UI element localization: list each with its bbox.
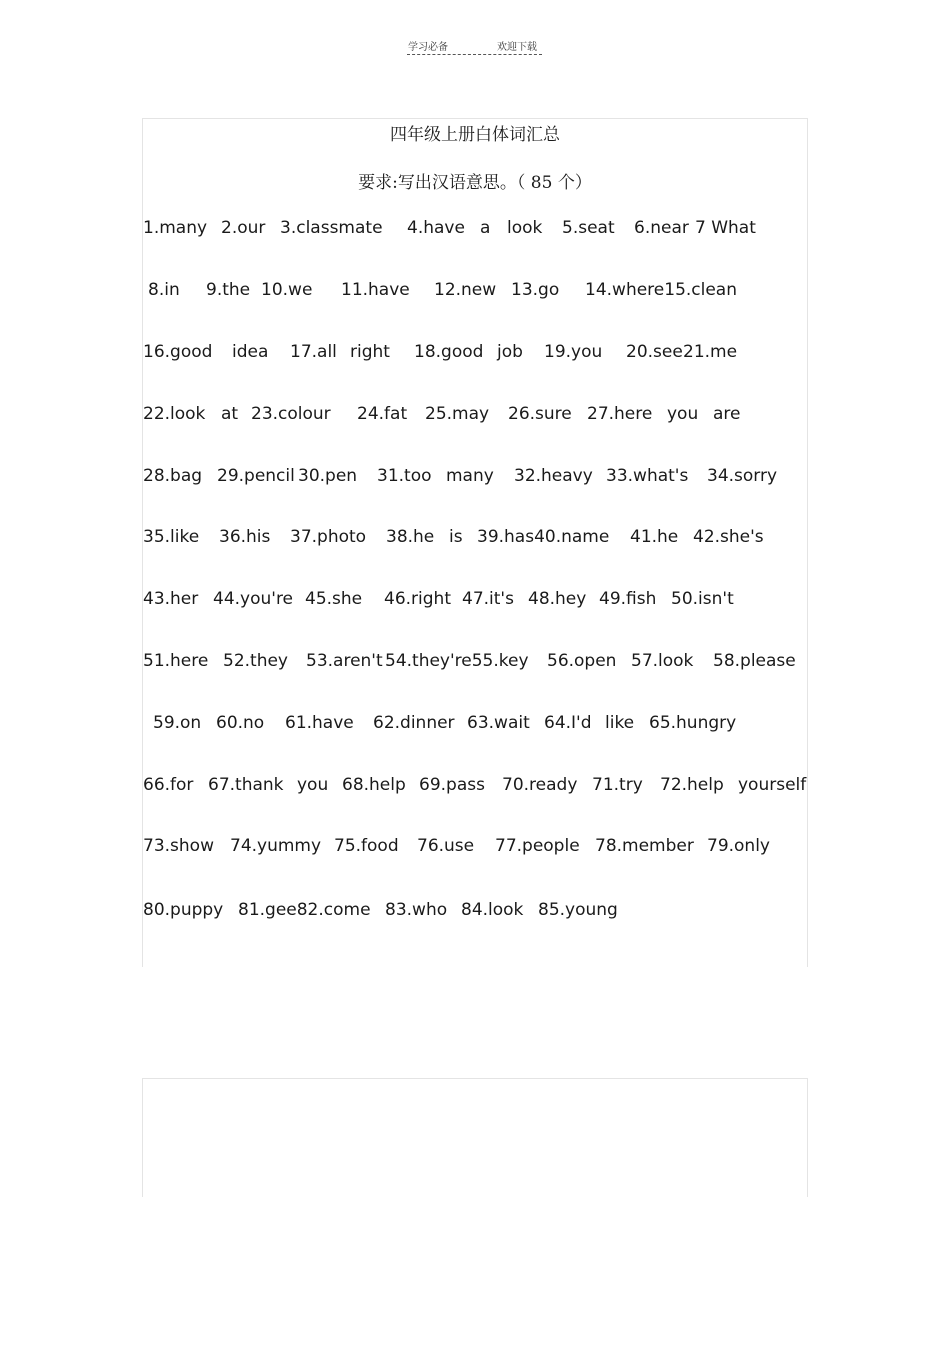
word-item: 44.you're [213, 589, 294, 609]
word-item: 32.heavy [514, 466, 593, 486]
word-item: 37.photo [290, 527, 367, 547]
word-item: many [446, 466, 494, 486]
word-item: 56.open [547, 651, 617, 671]
word-item: 42.she's [693, 527, 764, 547]
word-item: a [480, 218, 491, 238]
word-item: 81.gee82.come [238, 900, 371, 920]
word-item: 3.classmate [280, 218, 383, 238]
word-item: 80.puppy [143, 900, 224, 920]
word-item: 62.dinner [373, 713, 455, 733]
word-item: 9.the [206, 280, 251, 300]
word-item: 27.here [587, 404, 653, 424]
word-item: idea [232, 342, 269, 362]
word-item: 84.look [461, 900, 524, 920]
word-item: 28.bag [143, 466, 203, 486]
word-item: 41.he [630, 527, 679, 547]
document-instruction: 要求:写出汉语意思。（ 85 个） [358, 173, 592, 193]
word-item: at [221, 404, 239, 424]
word-item: 48.hey [528, 589, 587, 609]
word-item: 25.may [425, 404, 490, 424]
word-item: 19.you [544, 342, 603, 362]
word-item: is [449, 527, 463, 547]
word-item: 39.has40.name [477, 527, 610, 547]
word-item: 60.no [216, 713, 265, 733]
word-item: yourself [738, 775, 807, 795]
word-item: 14.where15.clean [585, 280, 738, 300]
word-item: 57.look [631, 651, 694, 671]
word-item: 49.fish [599, 589, 657, 609]
word-item: 23.colour [251, 404, 331, 424]
document-title: 四年级上册白体词汇总 [390, 125, 560, 145]
word-item: 64.I'd [544, 713, 592, 733]
word-item: 5.seat [562, 218, 615, 238]
word-item: you [667, 404, 699, 424]
word-item: 73.show [143, 836, 214, 856]
word-item: 46.right [384, 589, 451, 609]
word-item: 7 What [695, 218, 756, 238]
word-item: 21.me [683, 342, 738, 362]
word-item: 33.what's [606, 466, 689, 486]
word-item: 34.sorry [707, 466, 778, 486]
word-item: 65.hungry [649, 713, 737, 733]
word-item: 68.help [342, 775, 406, 795]
word-item: 4.have [407, 218, 465, 238]
word-item: 66.for [143, 775, 194, 795]
word-item: 59.on [153, 713, 202, 733]
word-item: 1.many [143, 218, 208, 238]
word-item: 75.food [334, 836, 399, 856]
word-item: 71.try [592, 775, 643, 795]
word-item: like [605, 713, 635, 733]
word-item: job [497, 342, 523, 362]
word-item: 52.they [223, 651, 288, 671]
word-item: 29.pencil [217, 466, 295, 486]
word-item: 43.her [143, 589, 199, 609]
word-item: 36.his [219, 527, 271, 547]
word-item: 24.fat [357, 404, 408, 424]
word-item: 50.isn't [671, 589, 734, 609]
word-item: 53.aren't [306, 651, 383, 671]
word-item: 58.please [713, 651, 796, 671]
word-item: 2.our [221, 218, 266, 238]
word-item: 67.thank [208, 775, 284, 795]
word-item: you [297, 775, 329, 795]
word-item: 16.good [143, 342, 213, 362]
word-item: 76.use [417, 836, 475, 856]
word-item: 13.go [511, 280, 560, 300]
word-item: 83.who [385, 900, 448, 920]
word-item: 12.new [434, 280, 497, 300]
word-item: 63.wait [467, 713, 530, 733]
word-item: look [507, 218, 543, 238]
word-item: 51.here [143, 651, 209, 671]
word-item: are [713, 404, 741, 424]
word-item: 85.young [538, 900, 618, 920]
word-item: 6.near [634, 218, 689, 238]
word-item: 20.see [626, 342, 683, 362]
word-item: 30.pen [298, 466, 358, 486]
word-item: 35.like [143, 527, 200, 547]
word-item: 38.he [386, 527, 435, 547]
word-item: 47.it's [462, 589, 514, 609]
word-item: 61.have [285, 713, 354, 733]
word-item: 22.look [143, 404, 206, 424]
word-item: 77.people [495, 836, 580, 856]
word-item: 72.help [660, 775, 724, 795]
word-item: 54.they're55.key [385, 651, 529, 671]
word-item: 26.sure [508, 404, 572, 424]
word-item: 70.ready [502, 775, 578, 795]
word-item: 78.member [595, 836, 694, 856]
header-left-text: 学习必备 [408, 42, 448, 53]
word-item: 11.have [341, 280, 410, 300]
word-item: 18.good [414, 342, 484, 362]
word-item: 74.yummy [230, 836, 322, 856]
word-item: 31.too [377, 466, 432, 486]
word-item: right [350, 342, 390, 362]
word-item: 79.only [707, 836, 770, 856]
word-item: 17.all [290, 342, 337, 362]
word-item: 10.we [261, 280, 313, 300]
word-item: 69.pass [419, 775, 485, 795]
word-item: 8.in [148, 280, 180, 300]
header-right-text: 欢迎下载 [497, 42, 537, 53]
word-item: 45.she [305, 589, 363, 609]
